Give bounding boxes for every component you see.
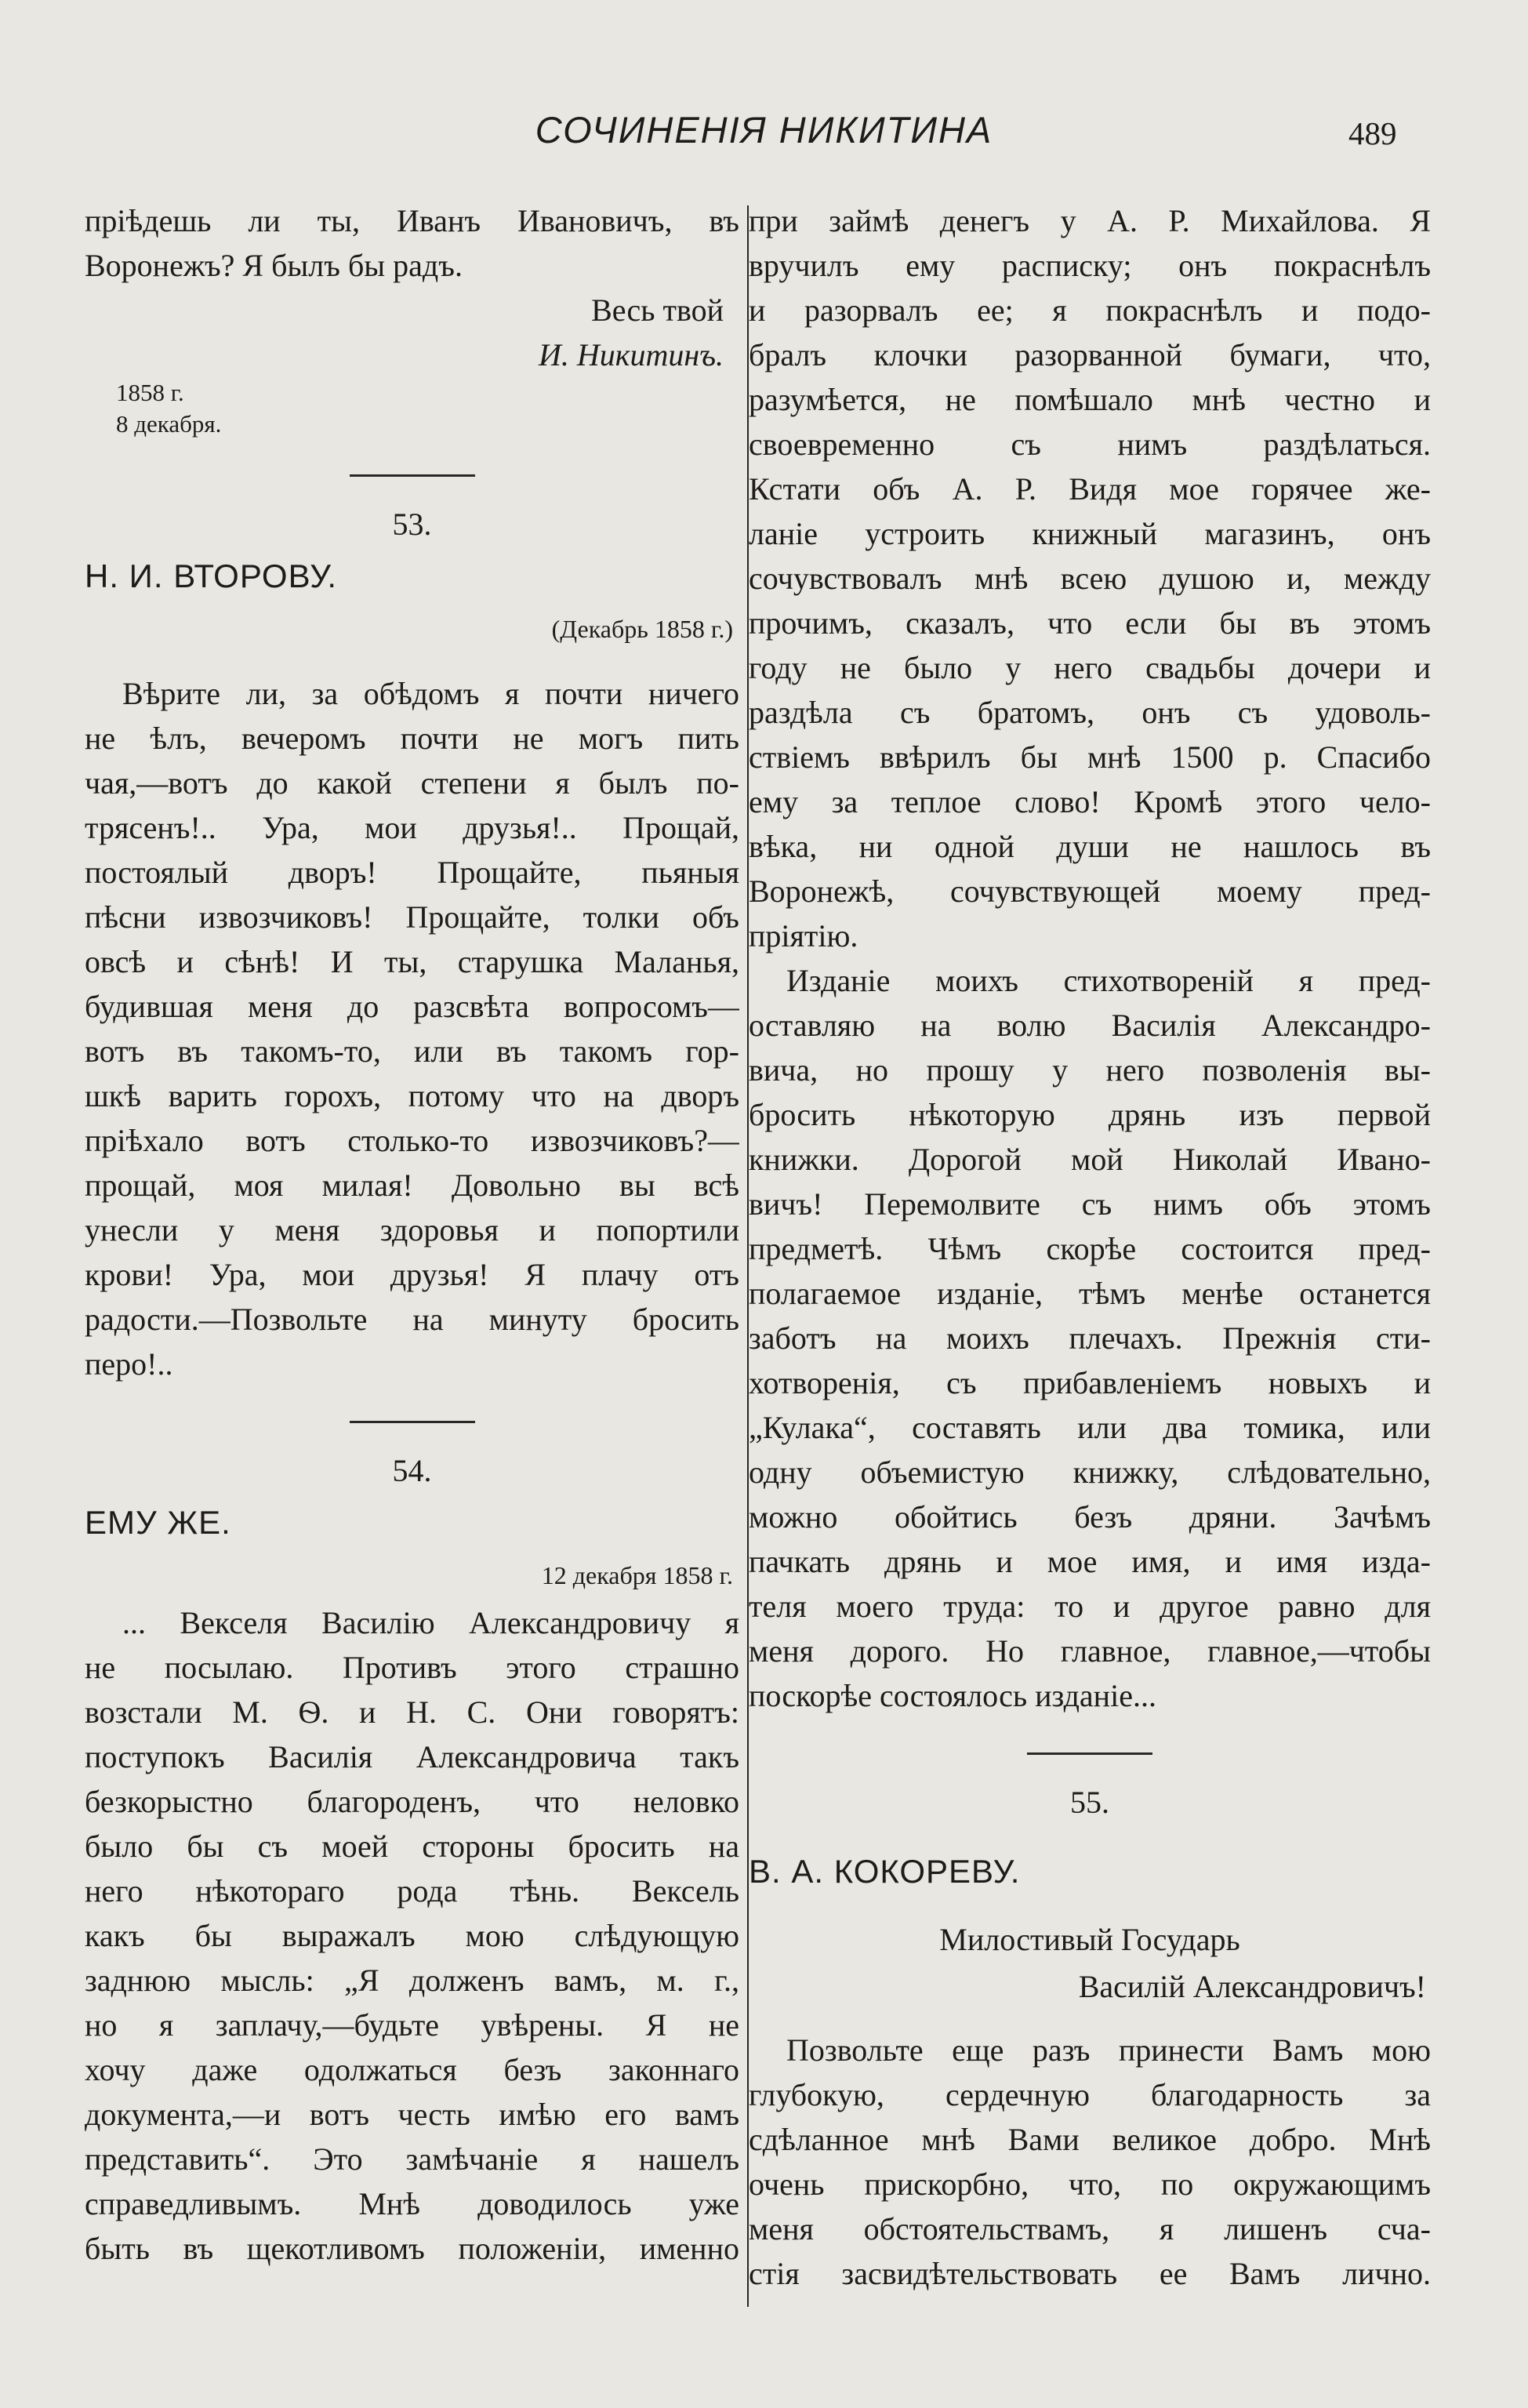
- letter-number: 54.: [392, 1453, 432, 1488]
- text-line: хочу даже одолжаться безъ законнаго: [85, 2052, 739, 2087]
- text-line: теля моего труда: то и другое равно для: [749, 1589, 1431, 1624]
- text-line: вручилъ ему расписку; онъ покраснѣлъ: [749, 248, 1431, 283]
- text-line: глубокую, сердечную благодарность за: [749, 2077, 1431, 2112]
- text-line: пѣсни извозчиковъ! Прощайте, толки объ: [85, 899, 739, 935]
- text-line: шкѣ варить горохъ, потому что на дворъ: [85, 1078, 739, 1113]
- text-line: вича, но прошу у него позволенія вы-: [749, 1052, 1431, 1088]
- letter-salutation-name: Василій Александровичъ!: [1078, 1969, 1426, 2004]
- text-line: оставляю на волю Василія Александро-: [749, 1008, 1431, 1043]
- text-line: быть въ щекотливомъ положеніи, именно: [85, 2231, 739, 2266]
- text-line: раздѣла съ братомъ, онъ съ удоволь-: [749, 695, 1431, 730]
- text-line: меня обстоятельствамъ, я лишенъ сча-: [749, 2211, 1431, 2246]
- letter-signoff: Весь твой: [591, 292, 724, 328]
- text-line: перо!..: [85, 1346, 173, 1382]
- letter-number: 55.: [1070, 1785, 1109, 1820]
- text-line: сдѣланное мнѣ Вами великое добро. Мнѣ: [749, 2122, 1431, 2157]
- text-line: Воронежъ? Я былъ бы радъ.: [85, 248, 463, 283]
- text-line: сочувствовалъ мнѣ всею душою и, между: [749, 561, 1431, 596]
- letter-date-day: 8 декабря.: [116, 410, 222, 438]
- text-line: овсѣ и сѣнѣ! И ты, старушка Маланья,: [85, 944, 739, 979]
- text-line: него нѣкотораго рода тѣнь. Вексель: [85, 1873, 739, 1909]
- text-line: „Кулака“, составять или два томика, или: [749, 1410, 1431, 1445]
- letter-date: 12 декабря 1858 г.: [541, 1561, 733, 1589]
- text-line: документа,—и вотъ честь имѣю его вамъ: [85, 2097, 739, 2132]
- text-line: пріятію.: [749, 918, 858, 953]
- text-line: Кстати объ А. Р. Видя мое горячее же-: [749, 471, 1431, 507]
- text-line: при займѣ денегъ у А. Р. Михайлова. Я: [749, 203, 1431, 238]
- text-line: своевременно съ нимъ раздѣлаться.: [749, 427, 1431, 462]
- text-line: заботъ на моихъ плечахъ. Прежнія сти-: [749, 1320, 1431, 1356]
- text-line: вотъ въ такомъ-то, или въ такомъ гор-: [85, 1033, 739, 1069]
- text-line: трясенъ!.. Ура, мои друзья!.. Прощай,: [85, 810, 739, 845]
- letter-salutation: Милостивый Государь: [939, 1922, 1240, 1957]
- text-line: ... Векселя Василію Александровичу я: [122, 1605, 739, 1640]
- text-line: Изданіе моихъ стихотвореній я пред-: [786, 963, 1431, 998]
- text-line: возстали М. Ѳ. и Н. С. Они говорятъ:: [85, 1694, 739, 1730]
- text-line: стія засвидѣтельствовать ее Вамъ лично.: [749, 2256, 1431, 2291]
- text-line: чая,—вотъ до какой степени я былъ по-: [85, 765, 739, 801]
- text-line: ему за теплое слово! Кромѣ этого чело-: [749, 784, 1431, 819]
- left-column: [85, 198, 739, 2271]
- section-rule: [350, 474, 475, 477]
- text-line: и разорвалъ ее; я покраснѣлъ и подо-: [749, 292, 1431, 328]
- text-line: одну объемистую книжку, слѣдовательно,: [749, 1455, 1431, 1490]
- text-line: не ѣлъ, вечеромъ почти не могъ пить: [85, 721, 739, 756]
- text-line: хотворенія, съ прибавленіемъ новыхъ и: [749, 1365, 1431, 1400]
- page-number: 489: [1348, 115, 1397, 151]
- section-rule: [1027, 1752, 1152, 1755]
- text-line: пачкать дрянь и мое имя, и имя изда-: [749, 1544, 1431, 1579]
- letter-date: (Декабрь 1858 г.): [551, 615, 733, 643]
- text-line: поступокъ Василія Александровича такъ: [85, 1739, 739, 1774]
- letter-heading: В. А. КОКОРЕВУ.: [749, 1853, 1021, 1890]
- text-line: ствіемъ ввѣрилъ бы мнѣ 1500 р. Спасибо: [749, 739, 1431, 775]
- text-line: пріѣхало вотъ столько-то извозчиковъ?—: [85, 1123, 739, 1158]
- text-line: будившая меня до разсвѣта вопросомъ—: [85, 989, 739, 1024]
- text-line: прочимъ, сказалъ, что если бы въ этомъ: [749, 605, 1431, 641]
- letter-heading: Н. И. ВТОРОВУ.: [85, 558, 337, 594]
- text-line: крови! Ура, мои друзья! Я плачу отъ: [85, 1257, 739, 1292]
- text-line: справедливымъ. Мнѣ доводилось уже: [85, 2186, 739, 2221]
- text-line: году не было у него свадьбы дочери и: [749, 650, 1431, 685]
- text-line: унесли у меня здоровья и попортили: [85, 1212, 739, 1248]
- text-line: пріѣдешь ли ты, Иванъ Ивановичъ, въ: [85, 203, 739, 238]
- text-line: заднюю мысль: „Я долженъ вамъ, м. г.,: [85, 1963, 739, 1998]
- text-line: было бы съ моей стороны бросить на: [85, 1829, 739, 1864]
- text-line: можно обойтись безъ дряни. Зачѣмъ: [749, 1499, 1431, 1535]
- text-line: меня дорого. Но главное, главное,—чтобы: [749, 1633, 1431, 1669]
- text-line: Позвольте еще разъ принести Вамъ мою: [786, 2032, 1431, 2068]
- text-line: Вѣрите ли, за обѣдомъ я почти ничего: [122, 676, 739, 711]
- text-line: очень прискорбно, что, по окружающимъ: [749, 2166, 1431, 2202]
- text-line: прощай, моя милая! Довольно вы всѣ: [85, 1168, 739, 1203]
- text-line: но я заплачу,—будьте увѣрены. Я не: [85, 2007, 739, 2043]
- text-line: поскорѣе состоялось изданіе...: [749, 1678, 1156, 1713]
- letter-signature: И. Никитинъ.: [539, 337, 724, 372]
- right-column: [749, 198, 1431, 2296]
- text-line: вичъ! Перемолвите съ нимъ объ этомъ: [749, 1186, 1431, 1222]
- letter-heading: ЕМУ ЖЕ.: [85, 1504, 231, 1541]
- text-line: не посылаю. Противъ этого страшно: [85, 1650, 739, 1685]
- section-rule: [350, 1421, 475, 1423]
- letter-date-year: 1858 г.: [116, 379, 184, 406]
- text-line: вѣка, ни одной души не нашлось въ: [749, 829, 1431, 864]
- running-title: СОЧИНЕНІЯ НИКИТИНА: [535, 109, 993, 151]
- text-line: Воронежѣ, сочувствующей моему пред-: [749, 873, 1431, 909]
- text-line: разумѣется, не помѣшало мнѣ честно и: [749, 382, 1431, 417]
- letter-number: 53.: [392, 507, 432, 542]
- text-line: бросить нѣкоторую дрянь изъ первой: [749, 1097, 1431, 1132]
- text-line: безкорыстно благороденъ, что неловко: [85, 1784, 739, 1819]
- text-line: радости.—Позвольте на минуту бросить: [85, 1302, 739, 1337]
- text-line: постоялый дворъ! Прощайте, пьяныя: [85, 855, 739, 890]
- text-line: бралъ клочки разорванной бумаги, что,: [749, 337, 1431, 372]
- text-line: представить“. Это замѣчаніе я нашелъ: [85, 2141, 739, 2177]
- text-line: полагаемое изданіе, тѣмъ менѣе останется: [749, 1276, 1431, 1311]
- text-line: предметѣ. Чѣмъ скорѣе состоится пред-: [749, 1231, 1431, 1266]
- text-line: какъ бы выражалъ мою слѣдующую: [85, 1918, 739, 1953]
- text-line: ланіе устроить книжный магазинъ, онъ: [749, 516, 1431, 551]
- text-line: книжки. Дорогой мой Николай Ивано-: [749, 1142, 1431, 1177]
